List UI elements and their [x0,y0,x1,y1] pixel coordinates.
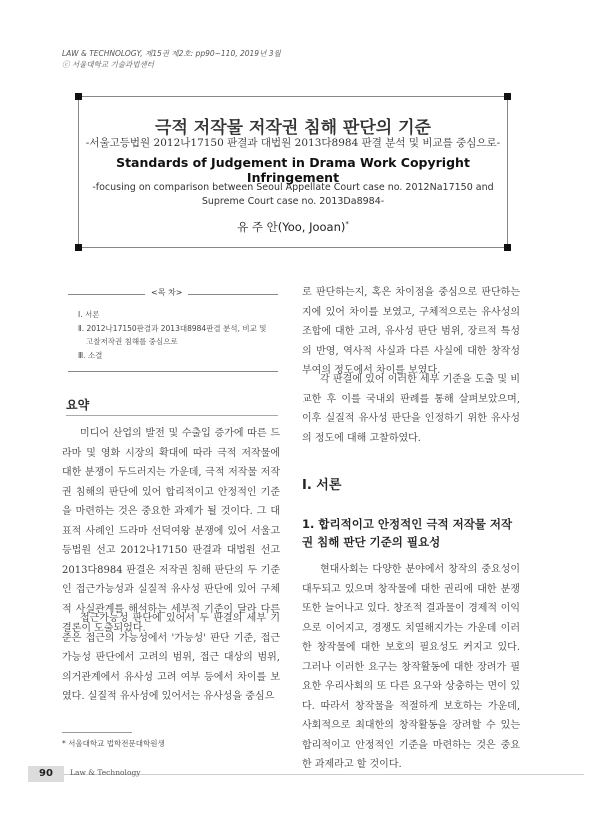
toc-item: 고찰저작권 침해를 중심으로 [86,337,178,346]
footer-rule [64,774,584,775]
author-footnote-mark: * [345,220,349,229]
abstract-paragraph-1: 미디어 산업의 발전 및 수출입 증가에 따른 드라마 및 영화 시장의 확대에 따라 극적 저작물에 대한 분쟁이 두드러지는 가운데, 극적 저작물 저작권 침해의 판단에 있어 합리적이고 안정적인 기준을 마련하는 것은 중요한 과제가 될 것이다. 그 대표적 사례인 드라마 선덕여왕 분쟁에 있어 서울고등법원 선고 2012나17150 판결과 대법원 선고 2013다8984 판결은 저작권 침해 판단의 두 기준인 접근가능성과 실질적 유사성 판단에 있어 구체적 사실관계를 해석하는 세부적 기준이 달라 다른 결론이 도출되었다. [62,428,280,634]
english-subtitle: -focusing on comparison between Seoul Appellate Court case no. 2012Na17150 and Supreme Court case no. 2013Da8984- [92,182,494,207]
corner-mark [504,93,511,100]
page-number: 90 [28,766,64,782]
author-name: 유 주 안(Yoo, Jooan) [237,220,346,234]
corner-mark [75,93,82,100]
toc-item: Ⅲ. 소결 [78,351,103,360]
abstract-divider [66,415,278,416]
abstract-paragraph-2: 접근가능성 판단에 있어서 두 판결의 세부 기준은 접근의 가능성에서 '가능성' 판단 기준, 접근가능성 판단에서 고려의 범위, 접근 대상의 범위, 의거관계에서 유사성 고려 여부 등에서 차이를 보였다. 실질적 유사성에 있어서는 유사성을 중심으 [62,613,280,702]
table-of-contents [68,294,278,372]
corner-mark [504,244,511,251]
toc-item: Ⅰ. 서론 [78,310,100,319]
journal-line: LAW & TECHNOLOGY, 제15권 제2호: pp90~110, 2019년 3월 [62,49,281,58]
abstract-paragraph-3: 로 판단하는지, 혹은 차이점을 중심으로 판단하는지에 있어 차이를 보였고, 구체적으로는 유사성의 조합에 대한 고려, 유사성 판단 범위, 장르적 특성의 반영, 역사적 사실과 다른 사실에 대한 창작성 부여의 정도에서 차이를 보였다. [302,287,520,376]
korean-subtitle: -서울고등법원 2012나17150 판결과 대법원 2013다8984 판결 분석 및 비교를 중심으로- [85,137,501,149]
footer-journal: Law & Technology [70,768,141,777]
korean-title: 극적 저작물 저작권 침해 판단의 기준 [155,118,431,138]
author-line [79,219,507,235]
toc-item: Ⅱ. 2012나17150판결과 2013대8984판결 분석, 비교 및 [78,324,267,333]
title-box [78,96,508,248]
journal-header [62,48,281,70]
footnote-divider [62,732,132,733]
abstract-paragraph-4: 각 판결에 있어 이러한 세부 기준을 도출 및 비교한 후 이를 국내외 판례를 통해 살펴보았으며, 이후 실질적 유사성 판단을 인정하기 위한 유사성의 정도에 대해 고찰하였다. [302,374,520,444]
english-title: Standards of Judgement in Drama Work Copyright Infringement [116,155,470,185]
toc-title: <목 차> [145,287,188,298]
subsection-heading: 1. 합리적이고 안정적인 극적 저작물 저작권 침해 판단 기준의 필요성 [302,517,513,549]
copyright-center-line: ⓒ 서울대학교 기술과법센터 [62,60,154,69]
corner-mark [75,244,82,251]
section-paragraph-1: 현대사회는 다양한 분야에서 창작의 중요성이 대두되고 있으며 창작물에 대한 권리에 대한 분쟁 또한 늘어나고 있다. 창조적 결과물이 경제적 이익으로 이어지고, 경쟁도 치열해지가는 가운데 이러한 창작물에 대한 보호의 필요성도 커지고 있다. 그러나 이러한 요구는 창작활동에 대한 장려가 필요한 우리사회의 또 다른 요구와 상충하는 면이 있다. 따라서 창작물을 적절하게 보호하는 가운데, 사회적으로 최대한의 창작활동을 장려할 수 있는 합리적이고 안정적인 기준을 마련하는 것은 중요한 과제라고 할 것이다. [302,564,520,770]
footnote: * 서울대학교 법학전문대학원생 [62,739,165,748]
section-heading: Ⅰ. 서론 [302,478,342,493]
abstract-heading: 요약 [66,398,90,412]
